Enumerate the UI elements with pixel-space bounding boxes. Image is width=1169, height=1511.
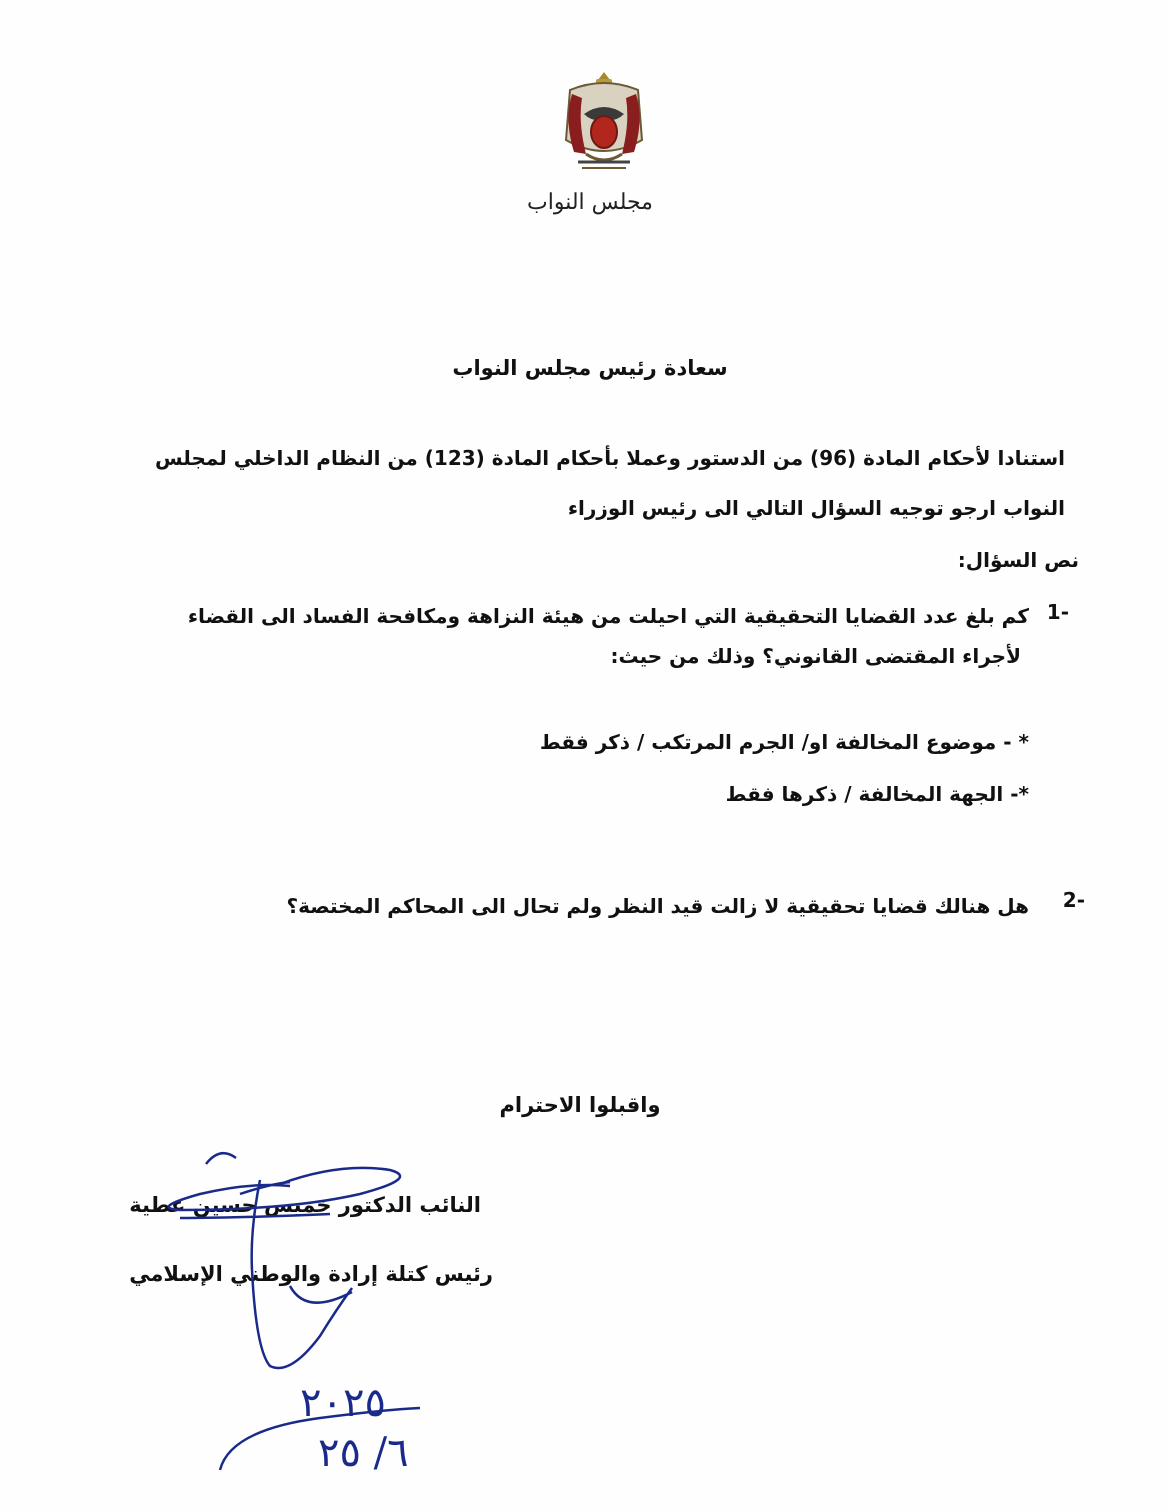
question-1-line-1: كم بلغ عدد القضايا التحقيقية التي احيلت من هيئة النزاهة ومكافحة الفساد الى القضاء (187, 604, 1029, 628)
question-1-number: 1- (1046, 600, 1069, 624)
addressee: سعادة رئيس مجلس النواب (452, 356, 728, 380)
question-1-line-2: لأجراء المقتضى القانوني؟ وذلك من حيث: (610, 644, 1021, 668)
handwritten-signature (120, 1140, 540, 1480)
question-1-bullet-1: * - موضوع المخالفة او/ الجرم المرتكب / ذكر فقط (539, 730, 1029, 754)
handwritten-date-day: ٦/ ٢٥ (318, 1430, 409, 1476)
closing-phrase: واقبلوا الاحترام (499, 1093, 661, 1117)
question-header: نص السؤال: (957, 548, 1079, 572)
jordan-coat-of-arms-icon (552, 70, 656, 180)
institution-letterhead: مجلس النواب (527, 190, 653, 215)
handwritten-date-year: ٢٠٢٥ (300, 1380, 386, 1426)
body-line-2: النواب ارجو توجيه السؤال التالي الى رئيس الوزراء (567, 496, 1065, 520)
signatory-title: رئيس كتلة إرادة والوطني الإسلامي (129, 1262, 493, 1286)
signatory-name: النائب الدكتور خميس حسين عطية (129, 1193, 481, 1217)
question-2-number: 2- (1062, 888, 1085, 912)
question-1-bullet-2: *- الجهة المخالفة / ذكرها فقط (725, 782, 1029, 806)
body-line-1: استنادا لأحكام المادة (96) من الدستور وعملا بأحكام المادة (123) من النظام الداخلي لمجلس (155, 446, 1065, 470)
question-2-text: هل هنالك قضايا تحقيقية لا زالت قيد النظر ولم تحال الى المحاكم المختصة؟ (286, 894, 1029, 918)
